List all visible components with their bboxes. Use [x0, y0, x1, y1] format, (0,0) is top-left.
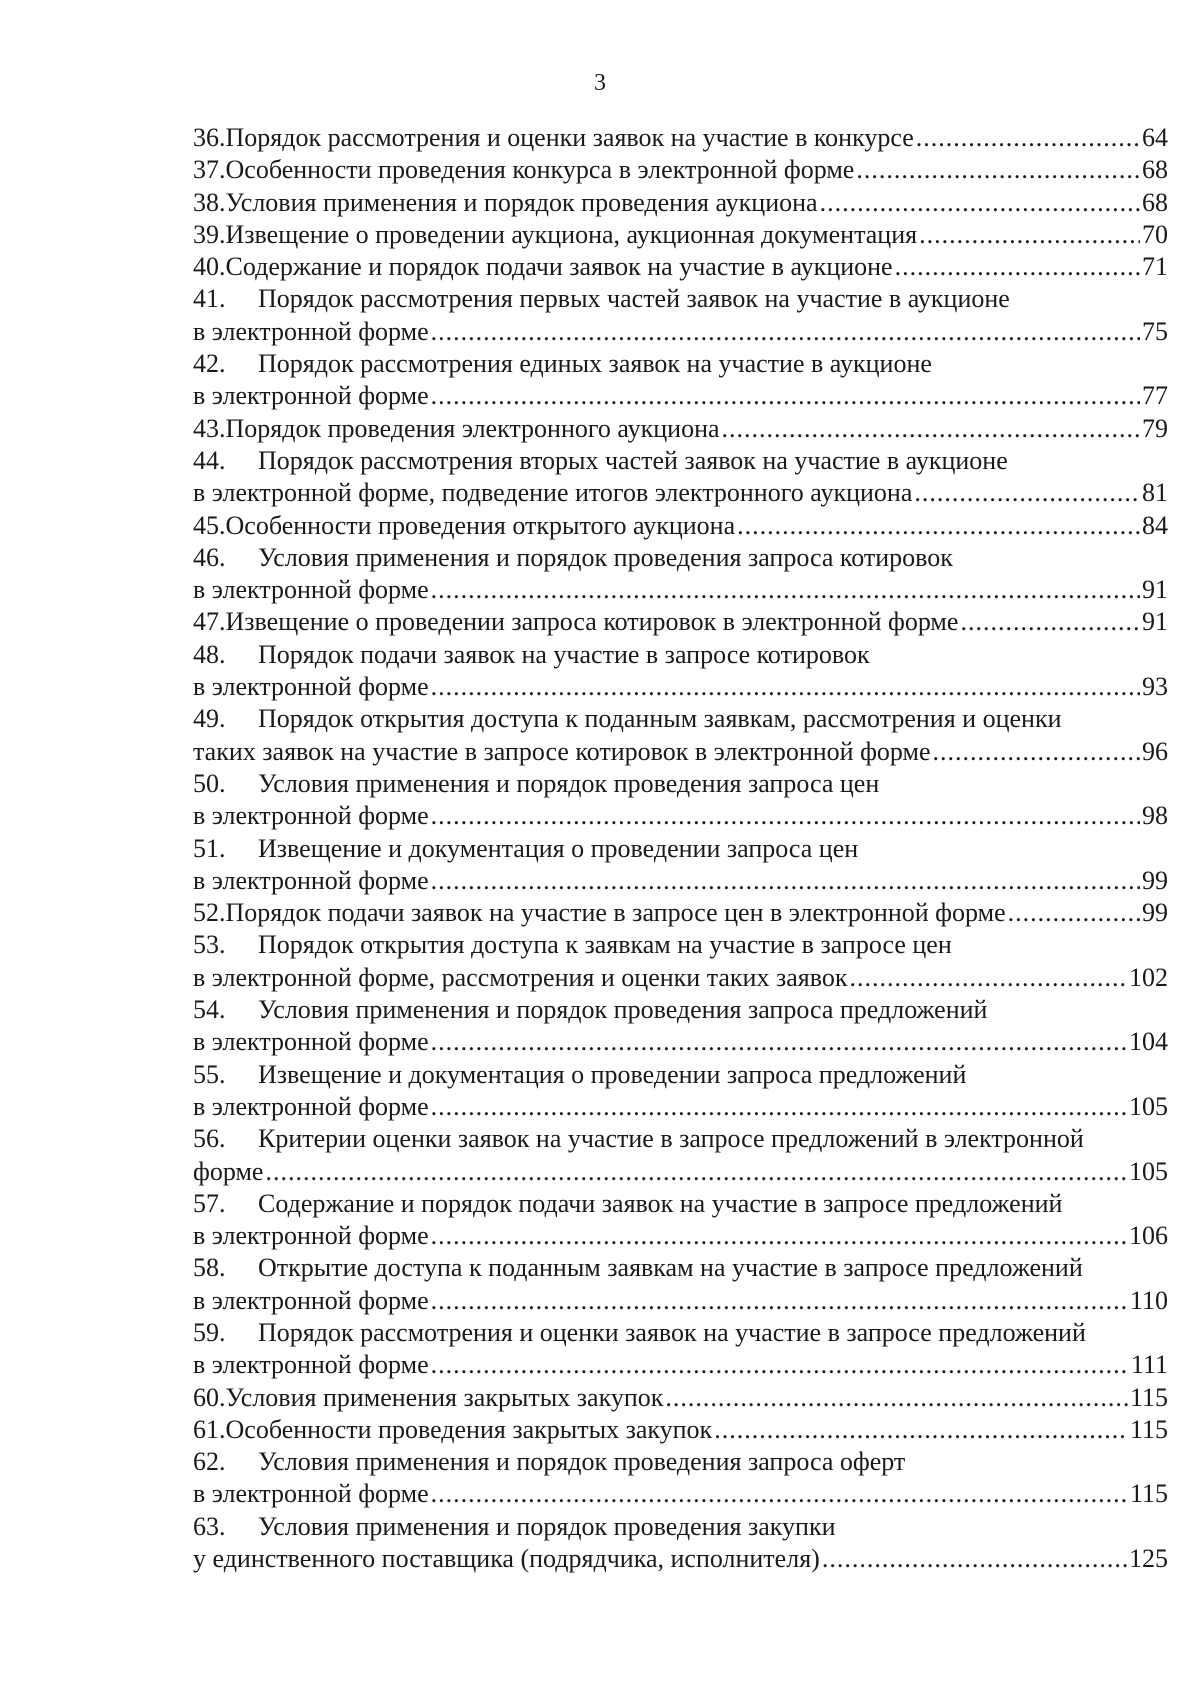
toc-entry-title: Порядок подачи заявок на участие в запросе котировок: [258, 639, 870, 669]
toc-entry: [193, 1511, 1168, 1576]
toc-entry-number: 38.: [193, 187, 226, 217]
toc-entry-title: Порядок подачи заявок на участие в запросе цен в электронной форме: [225, 898, 1006, 928]
toc-entry-page: 96: [1142, 736, 1168, 766]
toc-dot-leader: [714, 1414, 1128, 1446]
toc-entry-line: [193, 1414, 1168, 1446]
toc-entry-page: 75: [1142, 316, 1168, 346]
toc-entry-first-line: [193, 1511, 1168, 1543]
toc-entry: [193, 510, 1168, 542]
toc-entry-number: 59.: [193, 1317, 226, 1347]
toc-entry-number: 36.: [193, 123, 226, 152]
toc-entry: [193, 1414, 1168, 1446]
toc-entry-first-line: [193, 1188, 1168, 1220]
toc-entry-continuation-line: [193, 1091, 1168, 1123]
toc-entry-number: 37.: [193, 155, 226, 185]
toc-entry-first-line: [193, 703, 1168, 735]
toc-entry-page: 115: [1129, 1479, 1168, 1509]
toc-dot-leader: [916, 122, 1140, 154]
toc-entry-number: 56.: [193, 1124, 226, 1154]
toc-entry-title: Извещение и документация о проведении запроса предложений: [258, 1059, 967, 1089]
toc-dot-leader: [1008, 897, 1140, 929]
toc-dot-leader: [960, 606, 1140, 638]
toc-entry-number: 50.: [193, 768, 226, 798]
toc-dot-leader: [895, 251, 1140, 283]
toc-entry-title: Порядок рассмотрения единых заявок на участие в аукционе: [258, 349, 932, 379]
toc-entry: [193, 703, 1168, 768]
toc-entry-continuation-line: [193, 1026, 1168, 1058]
toc-entry-title-continuation: в электронной форме: [193, 865, 429, 895]
toc-entry-title-continuation: форме: [193, 1156, 264, 1186]
toc-entry: [193, 445, 1168, 510]
toc-entry-title-continuation: в электронной форме: [193, 1027, 429, 1057]
toc-dot-leader: [820, 187, 1140, 219]
toc-entry-first-line: [193, 768, 1168, 800]
toc-entry-title-continuation: в электронной форме: [193, 316, 429, 346]
toc-entry-title: Порядок рассмотрения и оценки заявок на участие в конкурсе: [225, 123, 914, 152]
toc-entry-continuation-line: [193, 1220, 1168, 1252]
toc-entry-page: 106: [1129, 1221, 1168, 1251]
toc-entry-title: Порядок проведения электронного аукциона: [225, 413, 720, 443]
toc-entry-number: 44.: [193, 445, 226, 475]
toc-entry-number: 39.: [193, 219, 226, 249]
toc-entry-continuation-line: [193, 574, 1168, 606]
toc-entry-page: 64: [1142, 123, 1168, 152]
toc-dot-leader: [737, 510, 1140, 542]
toc-entry-line: [193, 154, 1168, 186]
toc-entry-continuation-line: [193, 800, 1168, 832]
toc-entry-title-continuation: в электронной форме: [193, 801, 429, 831]
toc-entry-page: 99: [1142, 898, 1168, 928]
toc-entry: [193, 1059, 1168, 1124]
toc-entry-number: 62.: [193, 1447, 226, 1477]
toc-entry-title-continuation: в электронной форме: [193, 575, 429, 605]
toc-entry-page: 77: [1142, 381, 1168, 411]
toc-entry-line: [193, 606, 1168, 638]
toc-entry-title: Порядок открытия доступа к поданным заявкам, рассмотрения и оценки: [258, 704, 1062, 734]
toc-entry-page: 125: [1129, 1544, 1168, 1574]
toc-entry-first-line: [193, 833, 1168, 865]
toc-dot-leader: [431, 316, 1140, 348]
toc-entry-continuation-line: [193, 736, 1168, 768]
toc-entry-title: Критерии оценки заявок на участие в запросе предложений в электронной: [258, 1124, 1084, 1154]
toc-dot-leader: [431, 574, 1140, 606]
toc-entry-number: 55.: [193, 1059, 226, 1089]
toc-entry-line: [193, 510, 1168, 542]
page-number: 3: [594, 70, 606, 96]
toc-entry-number: 43.: [193, 413, 226, 443]
toc-entry-title: Порядок открытия доступа к заявкам на участие в запросе цен: [258, 930, 952, 960]
toc-entry-title: Извещение о проведении аукциона, аукционная документация: [225, 219, 918, 249]
toc-entry-page: 93: [1142, 672, 1168, 702]
toc-dot-leader: [933, 736, 1140, 768]
toc-entry-title: Особенности проведения открытого аукциона: [225, 510, 736, 540]
toc-dot-leader: [722, 413, 1140, 445]
toc-entry-line: [193, 897, 1168, 929]
toc-dot-leader: [431, 671, 1140, 703]
toc-entry-number: 58.: [193, 1253, 226, 1283]
toc-entry-page: 68: [1142, 187, 1168, 217]
toc-entry-number: 48.: [193, 639, 226, 669]
toc-dot-leader: [431, 1285, 1128, 1317]
toc-entry: [193, 251, 1168, 283]
toc-dot-leader: [665, 1382, 1128, 1414]
toc-dot-leader: [431, 865, 1140, 897]
toc-entry-continuation-line: [193, 380, 1168, 412]
toc-entry: [193, 606, 1168, 638]
toc-entry-first-line: [193, 1446, 1168, 1478]
toc-entry: [193, 1252, 1168, 1317]
toc-entry-title-continuation: в электронной форме, рассмотрения и оценки таких заявок: [193, 962, 848, 992]
toc-entry-page: 84: [1142, 510, 1168, 540]
toc-entry-title: Условия применения и порядок проведения запроса предложений: [258, 995, 988, 1025]
toc-entry-title: Особенности проведения конкурса в электронной форме: [225, 155, 855, 185]
toc-entry: [193, 1188, 1168, 1253]
toc-entry-title: Порядок рассмотрения вторых частей заявок на участие в аукционе: [258, 445, 1008, 475]
toc-entry-number: 49.: [193, 704, 226, 734]
toc-entry-line: [193, 251, 1168, 283]
toc-entry: [193, 1317, 1168, 1382]
toc-entry-title: Извещение о проведении запроса котировок в электронной форме: [225, 607, 959, 637]
toc-dot-leader: [431, 800, 1140, 832]
toc-dot-leader: [919, 219, 1140, 251]
toc-entry-continuation-line: [193, 477, 1168, 509]
toc-entry-page: 91: [1142, 575, 1168, 605]
toc-entry-title: Содержание и порядок подачи заявок на участие в запросе предложений: [258, 1188, 1063, 1218]
toc-entry-page: 104: [1129, 1027, 1168, 1057]
toc-entry: [193, 542, 1168, 607]
toc-entry-number: 54.: [193, 995, 226, 1025]
toc-entry-number: 53.: [193, 930, 226, 960]
toc-entry-page: 71: [1142, 252, 1168, 282]
toc-entry: [193, 768, 1168, 833]
toc-entry: [193, 994, 1168, 1059]
toc-entry-continuation-line: [193, 1478, 1168, 1510]
toc-entry-line: [193, 1382, 1168, 1414]
toc-entry-title: Условия применения и порядок проведения запроса цен: [258, 768, 880, 798]
toc-entry-title: Условия применения закрытых закупок: [225, 1382, 664, 1412]
toc-entry-title-continuation: в электронной форме: [193, 1221, 429, 1251]
toc-entry: [193, 122, 1168, 154]
toc-entry-title-continuation: в электронной форме: [193, 381, 429, 411]
toc-entry: [193, 154, 1168, 186]
toc-entry-page: 68: [1142, 155, 1168, 185]
toc-entry-number: 45.: [193, 510, 226, 540]
toc-entry-title-continuation: в электронной форме: [193, 672, 429, 702]
toc-entry-continuation-line: [193, 316, 1168, 348]
toc-entry-page: 110: [1129, 1285, 1168, 1315]
toc-entry-page: 98: [1142, 801, 1168, 831]
toc-entry-title-continuation: в электронной форме: [193, 1479, 429, 1509]
toc-entry-title-continuation: в электронной форме: [193, 1350, 429, 1380]
toc-entry: [193, 187, 1168, 219]
toc-entry-first-line: [193, 445, 1168, 477]
toc-entry-continuation-line: [193, 865, 1168, 897]
toc-entry-continuation-line: [193, 671, 1168, 703]
toc-entry: [193, 897, 1168, 929]
toc-entry-line: [193, 219, 1168, 251]
toc-dot-leader: [849, 962, 1127, 994]
toc-entry-page: 102: [1129, 962, 1168, 992]
toc-entry-number: 51.: [193, 833, 226, 863]
toc-entry-continuation-line: [193, 1543, 1168, 1575]
toc-entry-line: [193, 122, 1168, 154]
toc-entry-title: Особенности проведения закрытых закупок: [225, 1414, 713, 1444]
toc-dot-leader: [822, 1543, 1127, 1575]
toc-entry-number: 42.: [193, 349, 226, 379]
toc-entry-first-line: [193, 994, 1168, 1026]
toc-entry-continuation-line: [193, 1349, 1168, 1381]
toc-entry-line: [193, 413, 1168, 445]
toc-entry-title: Порядок рассмотрения и оценки заявок на участие в запросе предложений: [258, 1317, 1086, 1347]
toc-dot-leader: [856, 154, 1140, 186]
toc-entry-number: 57.: [193, 1188, 226, 1218]
toc-entry-number: 52.: [193, 898, 226, 928]
toc-entry-number: 60.: [193, 1382, 226, 1412]
toc-dot-leader: [265, 1156, 1127, 1188]
toc-entry: [193, 929, 1168, 994]
toc-entry: [193, 219, 1168, 251]
toc-entry-page: 79: [1142, 413, 1168, 443]
toc-dot-leader: [431, 1026, 1127, 1058]
toc-entry-page: 81: [1142, 478, 1168, 508]
toc-entry-page: 91: [1142, 607, 1168, 637]
toc-dot-leader: [431, 1478, 1128, 1510]
toc-entry-title: Порядок рассмотрения первых частей заявок на участие в аукционе: [258, 284, 1010, 314]
toc-entry-page: 111: [1130, 1350, 1168, 1380]
toc-entry-number: 63.: [193, 1511, 226, 1541]
toc-entry-title-continuation: в электронной форме: [193, 1091, 429, 1121]
toc-entry-page: 99: [1142, 865, 1168, 895]
toc-dot-leader: [431, 380, 1140, 412]
toc-entry: [193, 1446, 1168, 1511]
toc-entry-first-line: [193, 348, 1168, 380]
toc-entry: [193, 833, 1168, 898]
toc-entry-title: Условия применения и порядок проведения запроса оферт: [258, 1447, 906, 1477]
toc-entry-first-line: [193, 542, 1168, 574]
toc-dot-leader: [914, 477, 1140, 509]
toc-entry-first-line: [193, 1252, 1168, 1284]
toc-entry: [193, 1382, 1168, 1414]
toc-entry-title: Условия применения и порядок проведения запроса котировок: [258, 542, 953, 572]
toc-entry: [193, 639, 1168, 704]
toc-entry-number: 47.: [193, 607, 226, 637]
toc-dot-leader: [431, 1091, 1127, 1123]
table-of-contents: [193, 122, 1168, 1575]
toc-entry: [193, 1123, 1168, 1188]
toc-entry-continuation-line: [193, 1156, 1168, 1188]
toc-entry-title: Содержание и порядок подачи заявок на участие в аукционе: [225, 252, 893, 282]
toc-entry-number: 41.: [193, 284, 226, 314]
toc-dot-leader: [431, 1220, 1127, 1252]
toc-dot-leader: [431, 1349, 1129, 1381]
toc-entry-page: 105: [1129, 1156, 1168, 1186]
toc-entry: [193, 413, 1168, 445]
toc-entry-number: 46.: [193, 542, 226, 572]
toc-entry-continuation-line: [193, 962, 1168, 994]
toc-entry-title-continuation: в электронной форме: [193, 1285, 429, 1315]
toc-entry: [193, 283, 1168, 348]
toc-entry-title-continuation: в электронной форме, подведение итогов электронного аукциона: [193, 478, 913, 508]
toc-entry-first-line: [193, 1059, 1168, 1091]
toc-entry-title: Условия применения и порядок проведения закупки: [258, 1511, 836, 1541]
toc-entry-page: 115: [1129, 1382, 1168, 1412]
toc-entry-first-line: [193, 283, 1168, 315]
toc-entry-title: Открытие доступа к поданным заявкам на участие в запросе предложений: [258, 1253, 1083, 1283]
toc-entry-number: 40.: [193, 252, 226, 282]
toc-entry-first-line: [193, 929, 1168, 961]
toc-entry-page: 115: [1129, 1414, 1168, 1444]
toc-entry: [193, 348, 1168, 413]
toc-entry-number: 61.: [193, 1414, 226, 1444]
toc-entry-page: 105: [1129, 1091, 1168, 1121]
toc-entry-continuation-line: [193, 1285, 1168, 1317]
toc-entry-first-line: [193, 1317, 1168, 1349]
toc-entry-page: 70: [1142, 219, 1168, 249]
toc-entry-first-line: [193, 1123, 1168, 1155]
toc-entry-line: [193, 187, 1168, 219]
toc-entry-title: Извещение и документация о проведении запроса цен: [258, 833, 859, 863]
toc-entry-title: Условия применения и порядок проведения аукциона: [225, 187, 818, 217]
toc-entry-title-continuation: таких заявок на участие в запросе котировок в электронной форме: [193, 736, 931, 766]
toc-entry-title-continuation: у единственного поставщика (подрядчика, исполнителя): [193, 1544, 820, 1574]
toc-entry-first-line: [193, 639, 1168, 671]
